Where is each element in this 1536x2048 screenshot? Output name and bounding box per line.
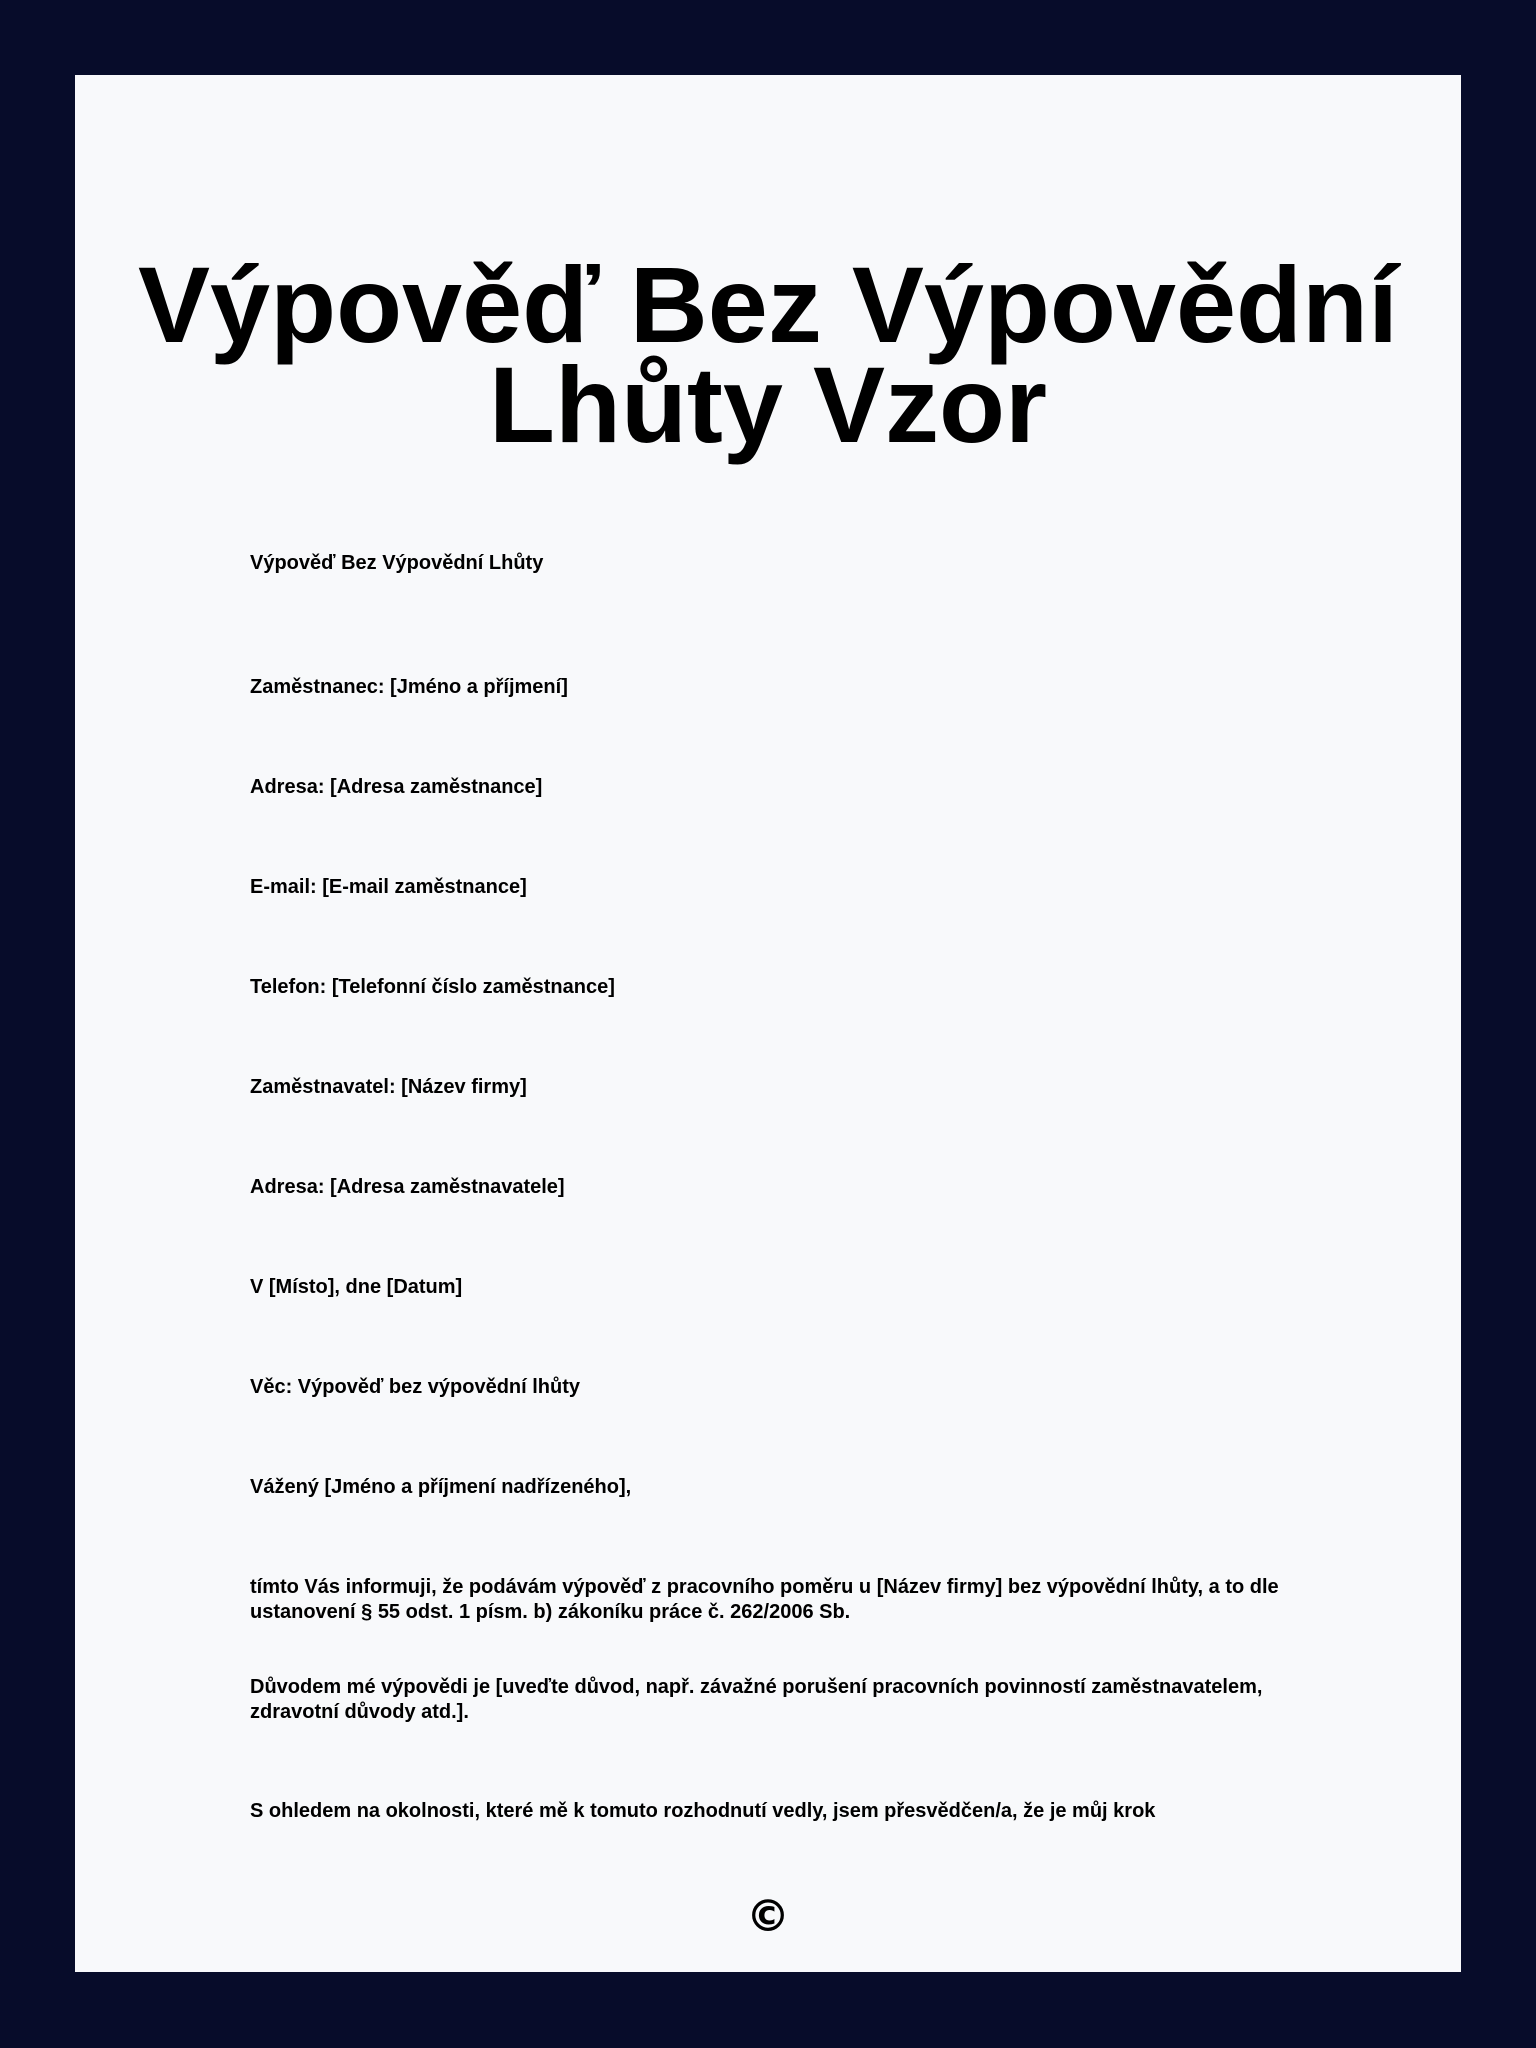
subject-line: Věc: Výpověď bez výpovědní lhůty: [250, 1376, 581, 1398]
employee-address-line: Adresa: [Adresa zaměstnance]: [250, 776, 543, 798]
employer-name-line: Zaměstnavatel: [Název firmy]: [250, 1076, 527, 1098]
body-paragraph-1: tímto Vás informuji, že podávám výpověď z pracovního poměru u [Název firmy] bez výpovědní lhůty, a to dle ustanovení § 55 odst. 1 písm. b) zákoníku práce č. 262/2006 Sb.: [250, 1576, 1279, 1623]
body-paragraph-2: Důvodem mé výpovědi je [uveďte důvod, např. závažné porušení pracovních povinností zaměstnavatelem, zdravotní důvody atd.].: [250, 1676, 1263, 1723]
document-page: [75, 75, 1461, 1972]
employee-phone-line: Telefon: [Telefonní číslo zaměstnance]: [250, 976, 615, 998]
document-title: Výpověď Bez Výpovědní Lhůty Vzor: [138, 244, 1398, 465]
employee-name-line: Zaměstnanec: [Jméno a příjmení]: [250, 676, 568, 698]
document-heading: Výpověď Bez Výpovědní Lhůty: [250, 552, 544, 574]
salutation-line: Vážený [Jméno a příjmení nadřízeného],: [250, 1476, 632, 1498]
employer-address-line: Adresa: [Adresa zaměstnavatele]: [250, 1176, 565, 1198]
copyright-icon: ©: [746, 1891, 790, 1942]
place-date-line: V [Místo], dne [Datum]: [250, 1276, 463, 1298]
employee-email-line: E-mail: [E-mail zaměstnance]: [250, 876, 527, 898]
body-paragraph-3: S ohledem na okolnosti, které mě k tomuto rozhodnutí vedly, jsem přesvědčen/a, že je můj krok: [250, 1800, 1156, 1822]
